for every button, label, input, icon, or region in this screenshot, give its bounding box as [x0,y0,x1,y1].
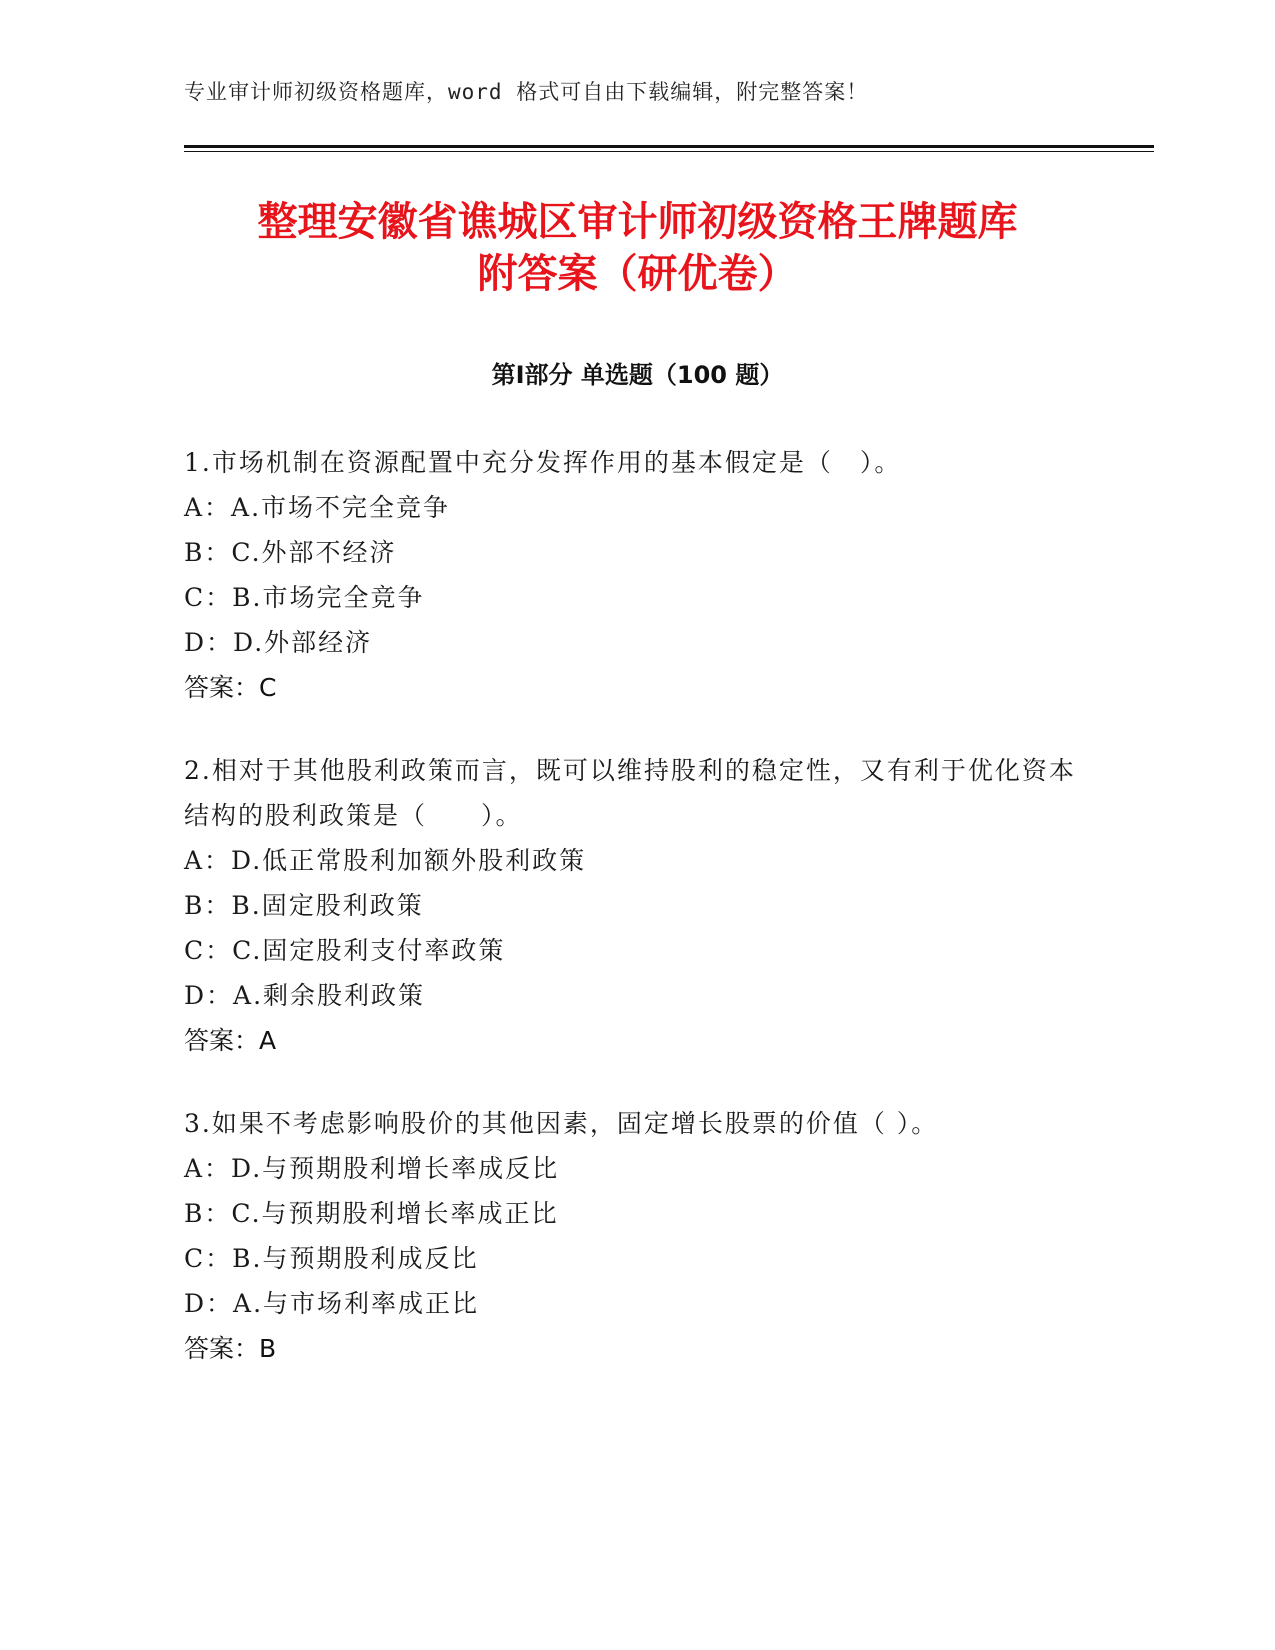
answer: 答案：A [184,1026,277,1055]
option-b: B：C.与预期股利增长率成正比 [184,1199,559,1228]
option-d: D：A.与市场利率成正比 [184,1289,480,1318]
option-c: C：B.与预期股利成反比 [184,1244,479,1273]
question-2 [184,748,1084,1063]
question-stem: 1.市场机制在资源配置中充分发挥作用的基本假定是（ ）。 [184,448,902,477]
document-title-line-1: 整理安徽省谯城区审计师初级资格王牌题库 [257,199,1018,245]
header-divider-thin [184,151,1154,152]
header-divider-thick [184,145,1154,148]
option-a: A：D.低正常股利加额外股利政策 [184,846,587,875]
option-a: A：D.与预期股利增长率成反比 [184,1154,560,1183]
option-a: A：A.市场不完全竞争 [184,493,451,522]
question-list [184,440,1084,1409]
option-c: C：C.固定股利支付率政策 [184,936,506,965]
question-3 [184,1101,1084,1371]
question-stem: 3.如果不考虑影响股价的其他因素，固定增长股票的价值（ ）。 [184,1109,939,1138]
question-stem: 2.相对于其他股利政策而言，既可以维持股利的稳定性，又有利于优化资本结构的股利政策是（ ）。 [184,756,1076,830]
option-b: B：B.固定股利政策 [184,891,424,920]
option-d: D：D.外部经济 [184,628,373,657]
option-d: D：A.剩余股利政策 [184,981,426,1010]
option-b: B：C.外部不经济 [184,538,397,567]
answer: 答案：C [184,673,277,702]
option-c: C：B.市场完全竞争 [184,583,425,612]
header-note: 专业审计师初级资格题库，word 格式可自由下载编辑，附完整答案！ [184,80,869,104]
question-1 [184,440,1084,710]
answer: 答案：B [184,1334,277,1363]
document-title [100,196,1175,300]
section-title: 第Ⅰ部分 单选题（100 题） [491,361,784,389]
document-title-line-2: 附答案（研优卷） [477,251,798,297]
